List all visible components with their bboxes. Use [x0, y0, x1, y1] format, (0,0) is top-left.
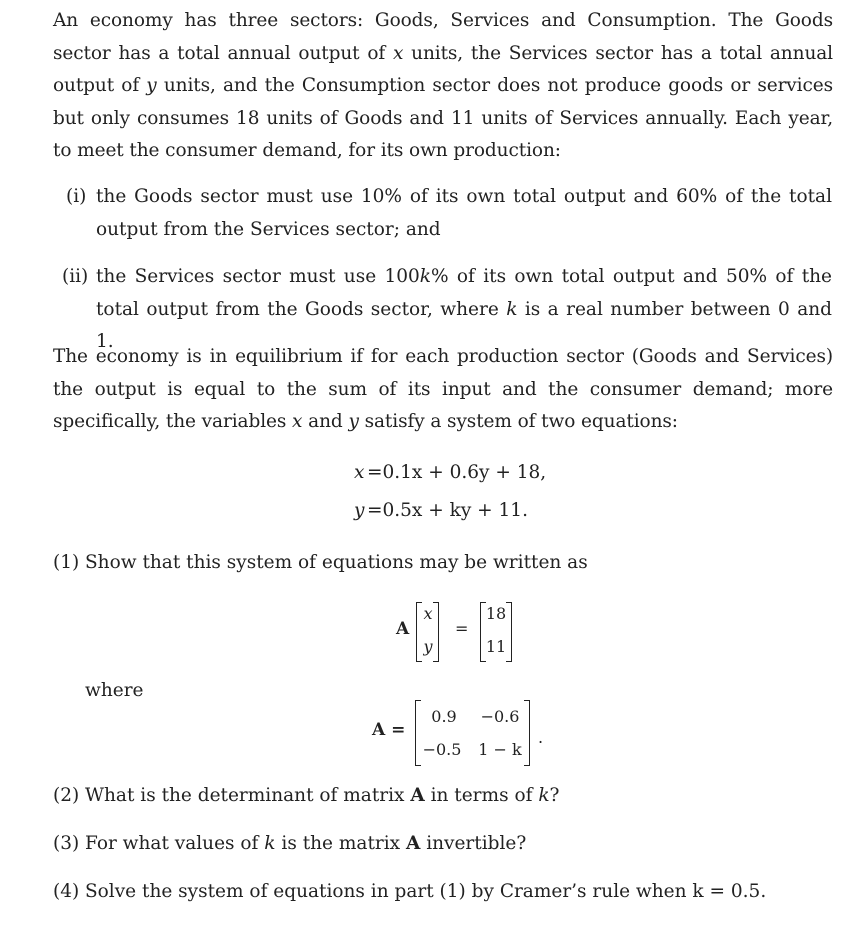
var-k: k — [538, 785, 550, 806]
var-k: k — [264, 833, 276, 854]
equation-2-rhs: =0.5x + ky + 11. — [367, 500, 528, 521]
where-label: where — [85, 680, 144, 701]
intro-text-c: units, and the Consumption sector does not produce goods or services but only consumes 18 units of Goods and 11 units of Services annually. Each year, to meet the consumer demand, for its own production: — [53, 75, 833, 161]
question-text-c: ? — [549, 785, 560, 806]
condition-label: (ii) — [62, 266, 89, 287]
equation-1-lhs: x — [354, 462, 365, 483]
matrix-A-symbol: A — [396, 619, 410, 639]
matrix-cell: −0.6 — [480, 707, 520, 726]
vector-11: 11 — [485, 637, 507, 656]
intro-text-b: units, the Services sector has a total annual output of — [53, 42, 833, 96]
matrix-cell: 0.9 — [431, 707, 457, 726]
right-bracket — [524, 700, 530, 766]
condition-text: the Goods sector must use 10% of its own total output and 60% of the total output from the Services sector; and — [96, 186, 832, 240]
matrix-A-label: A = — [372, 720, 406, 740]
var-k: k — [419, 266, 432, 287]
question-text-a: What is the determinant of matrix — [85, 785, 411, 806]
var-y: y — [348, 411, 359, 432]
question-text — [85, 780, 559, 813]
period: . — [538, 728, 544, 747]
question-text: Show that this system of equations may be written as — [85, 552, 588, 573]
question-text — [85, 828, 526, 861]
vector-18: 18 — [485, 604, 507, 623]
right-bracket — [433, 602, 439, 662]
vector-y: y — [423, 637, 433, 656]
question-label: (4) — [53, 881, 80, 902]
var-k: k — [506, 298, 518, 320]
var-y: y — [146, 75, 157, 96]
question-text: Solve the system of equations in part (1) by Cramer’s rule when k = 0.5. — [85, 881, 767, 902]
equation-2-lhs: y — [354, 500, 365, 521]
question-label: (3) — [53, 833, 80, 854]
equilibrium-paragraph — [53, 341, 833, 439]
var-x: x — [292, 411, 303, 432]
matrix-A-ref: A — [405, 833, 421, 854]
var-x: x — [392, 42, 404, 64]
condition-label: (i) — [66, 186, 87, 207]
equation-1-rhs: =0.1x + 0.6y + 18, — [367, 462, 547, 483]
vector-x: x — [423, 604, 433, 623]
condition-text-b: % of its own total output and 50% of the total output from the Goods sector, where — [96, 266, 832, 320]
condition-text-c: is a real number between 0 and 1. — [96, 298, 832, 352]
question-text-b: is the matrix — [275, 833, 406, 854]
matrix-equation — [390, 600, 530, 664]
question-text-c: invertible? — [420, 833, 527, 854]
matrix-cell: −0.5 — [422, 740, 462, 759]
equals-sign: = — [455, 619, 469, 638]
question-label: (1) — [53, 552, 80, 573]
matrix-A-ref: A — [410, 785, 425, 806]
intro-text-a: An economy has three sectors: Goods, Services and Consumption. The Goods sector has a total annual output of — [53, 10, 833, 64]
equilibrium-text-c: satisfy a system of two equations: — [358, 411, 678, 432]
question-text-b: in terms of — [424, 785, 539, 806]
matrix-A-definition — [372, 698, 552, 768]
condition-text-a: the Services sector must use 100 — [96, 266, 420, 287]
question-text-a: For what values of — [85, 833, 265, 854]
equilibrium-text-b: and — [302, 411, 349, 432]
equilibrium-text-a: The economy is in equilibrium if for each production sector (Goods and Services) the output is equal to the sum of its input and the consumer demand; more specifically, the variables — [53, 346, 833, 432]
right-bracket — [506, 602, 512, 662]
question-label: (2) — [53, 785, 80, 806]
intro-paragraph — [53, 5, 833, 168]
matrix-cell: 1 − k — [478, 740, 522, 759]
